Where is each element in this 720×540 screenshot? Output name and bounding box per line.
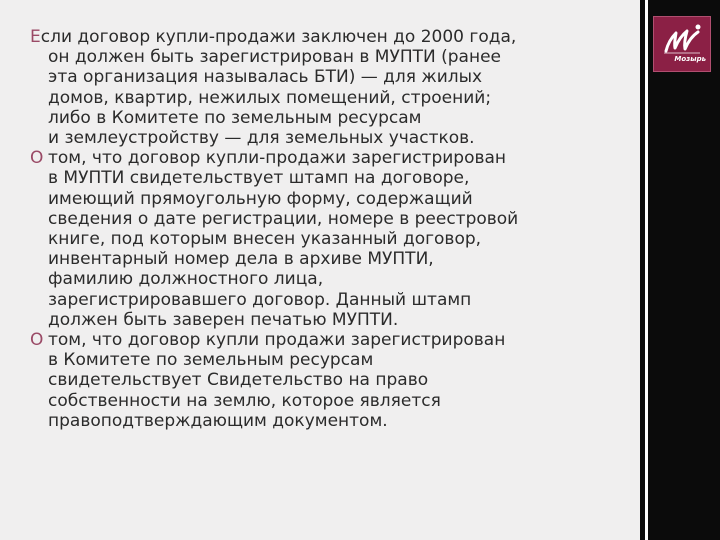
paragraph-line: фамилию должностного лица, — [48, 269, 324, 290]
paragraph-line: имеющий прямоугольную форму, содержащий — [48, 188, 473, 209]
paragraph-line: сведения о дате регистрации, номере в реестровой — [48, 208, 519, 229]
mozyr-logo — [653, 16, 711, 72]
paragraph-line: книге, под которым внесен указанный договор, — [48, 229, 482, 250]
paragraph-line: он должен быть зарегистрирован в МУПТИ (ранее — [48, 47, 501, 68]
paragraph-1 — [30, 27, 620, 148]
paragraph-line: том, что договор купли продажи зарегистрирован — [48, 330, 506, 351]
paragraph-line: либо в Комитете по земельным ресурсам — [48, 107, 422, 128]
bullet-marker: O — [30, 148, 44, 169]
paragraph-line: в МУПТИ свидетельствует штамп на договоре, — [48, 168, 470, 189]
right-band — [640, 0, 720, 540]
paragraph-line: собственности на землю, которое является — [48, 390, 441, 411]
paragraph-line: в Комитете по земельным ресурсам — [48, 350, 374, 371]
paragraph-line: и землеустройству — для земельных участков. — [48, 128, 475, 149]
logo-text: Мозырь — [674, 55, 706, 63]
paragraph-line: правоподтверждающим документом. — [48, 410, 388, 431]
paragraph-line: том, что договор купли-продажи зарегистрирован — [48, 148, 507, 169]
paragraph-line: эта организация называлась БТИ) — для жилых — [48, 67, 483, 88]
paragraph-line: должен быть заверен печатью МУПТИ. — [48, 309, 399, 330]
paragraph-line: зарегистрировавшего договор. Данный штамп — [48, 289, 472, 310]
mozyr-logo-mark-icon — [654, 17, 712, 73]
paragraph-line: свидетельствует Свидетельство на право — [48, 370, 429, 391]
paragraph-3 — [30, 330, 620, 431]
paragraph-line — [30, 27, 620, 47]
bullet-marker: O — [30, 330, 44, 351]
paragraph-line: инвентарный номер дела в архиве МУПТИ, — [48, 249, 434, 270]
band-divider-line — [645, 0, 648, 540]
line-text: сли договор купли-продажи заключен до 2000 года, — [40, 27, 517, 47]
slide-content — [30, 27, 620, 431]
first-letter: Е — [30, 27, 41, 47]
paragraph-line: домов, квартир, нежилых помещений, строений; — [48, 87, 492, 108]
paragraph-2 — [30, 148, 620, 330]
